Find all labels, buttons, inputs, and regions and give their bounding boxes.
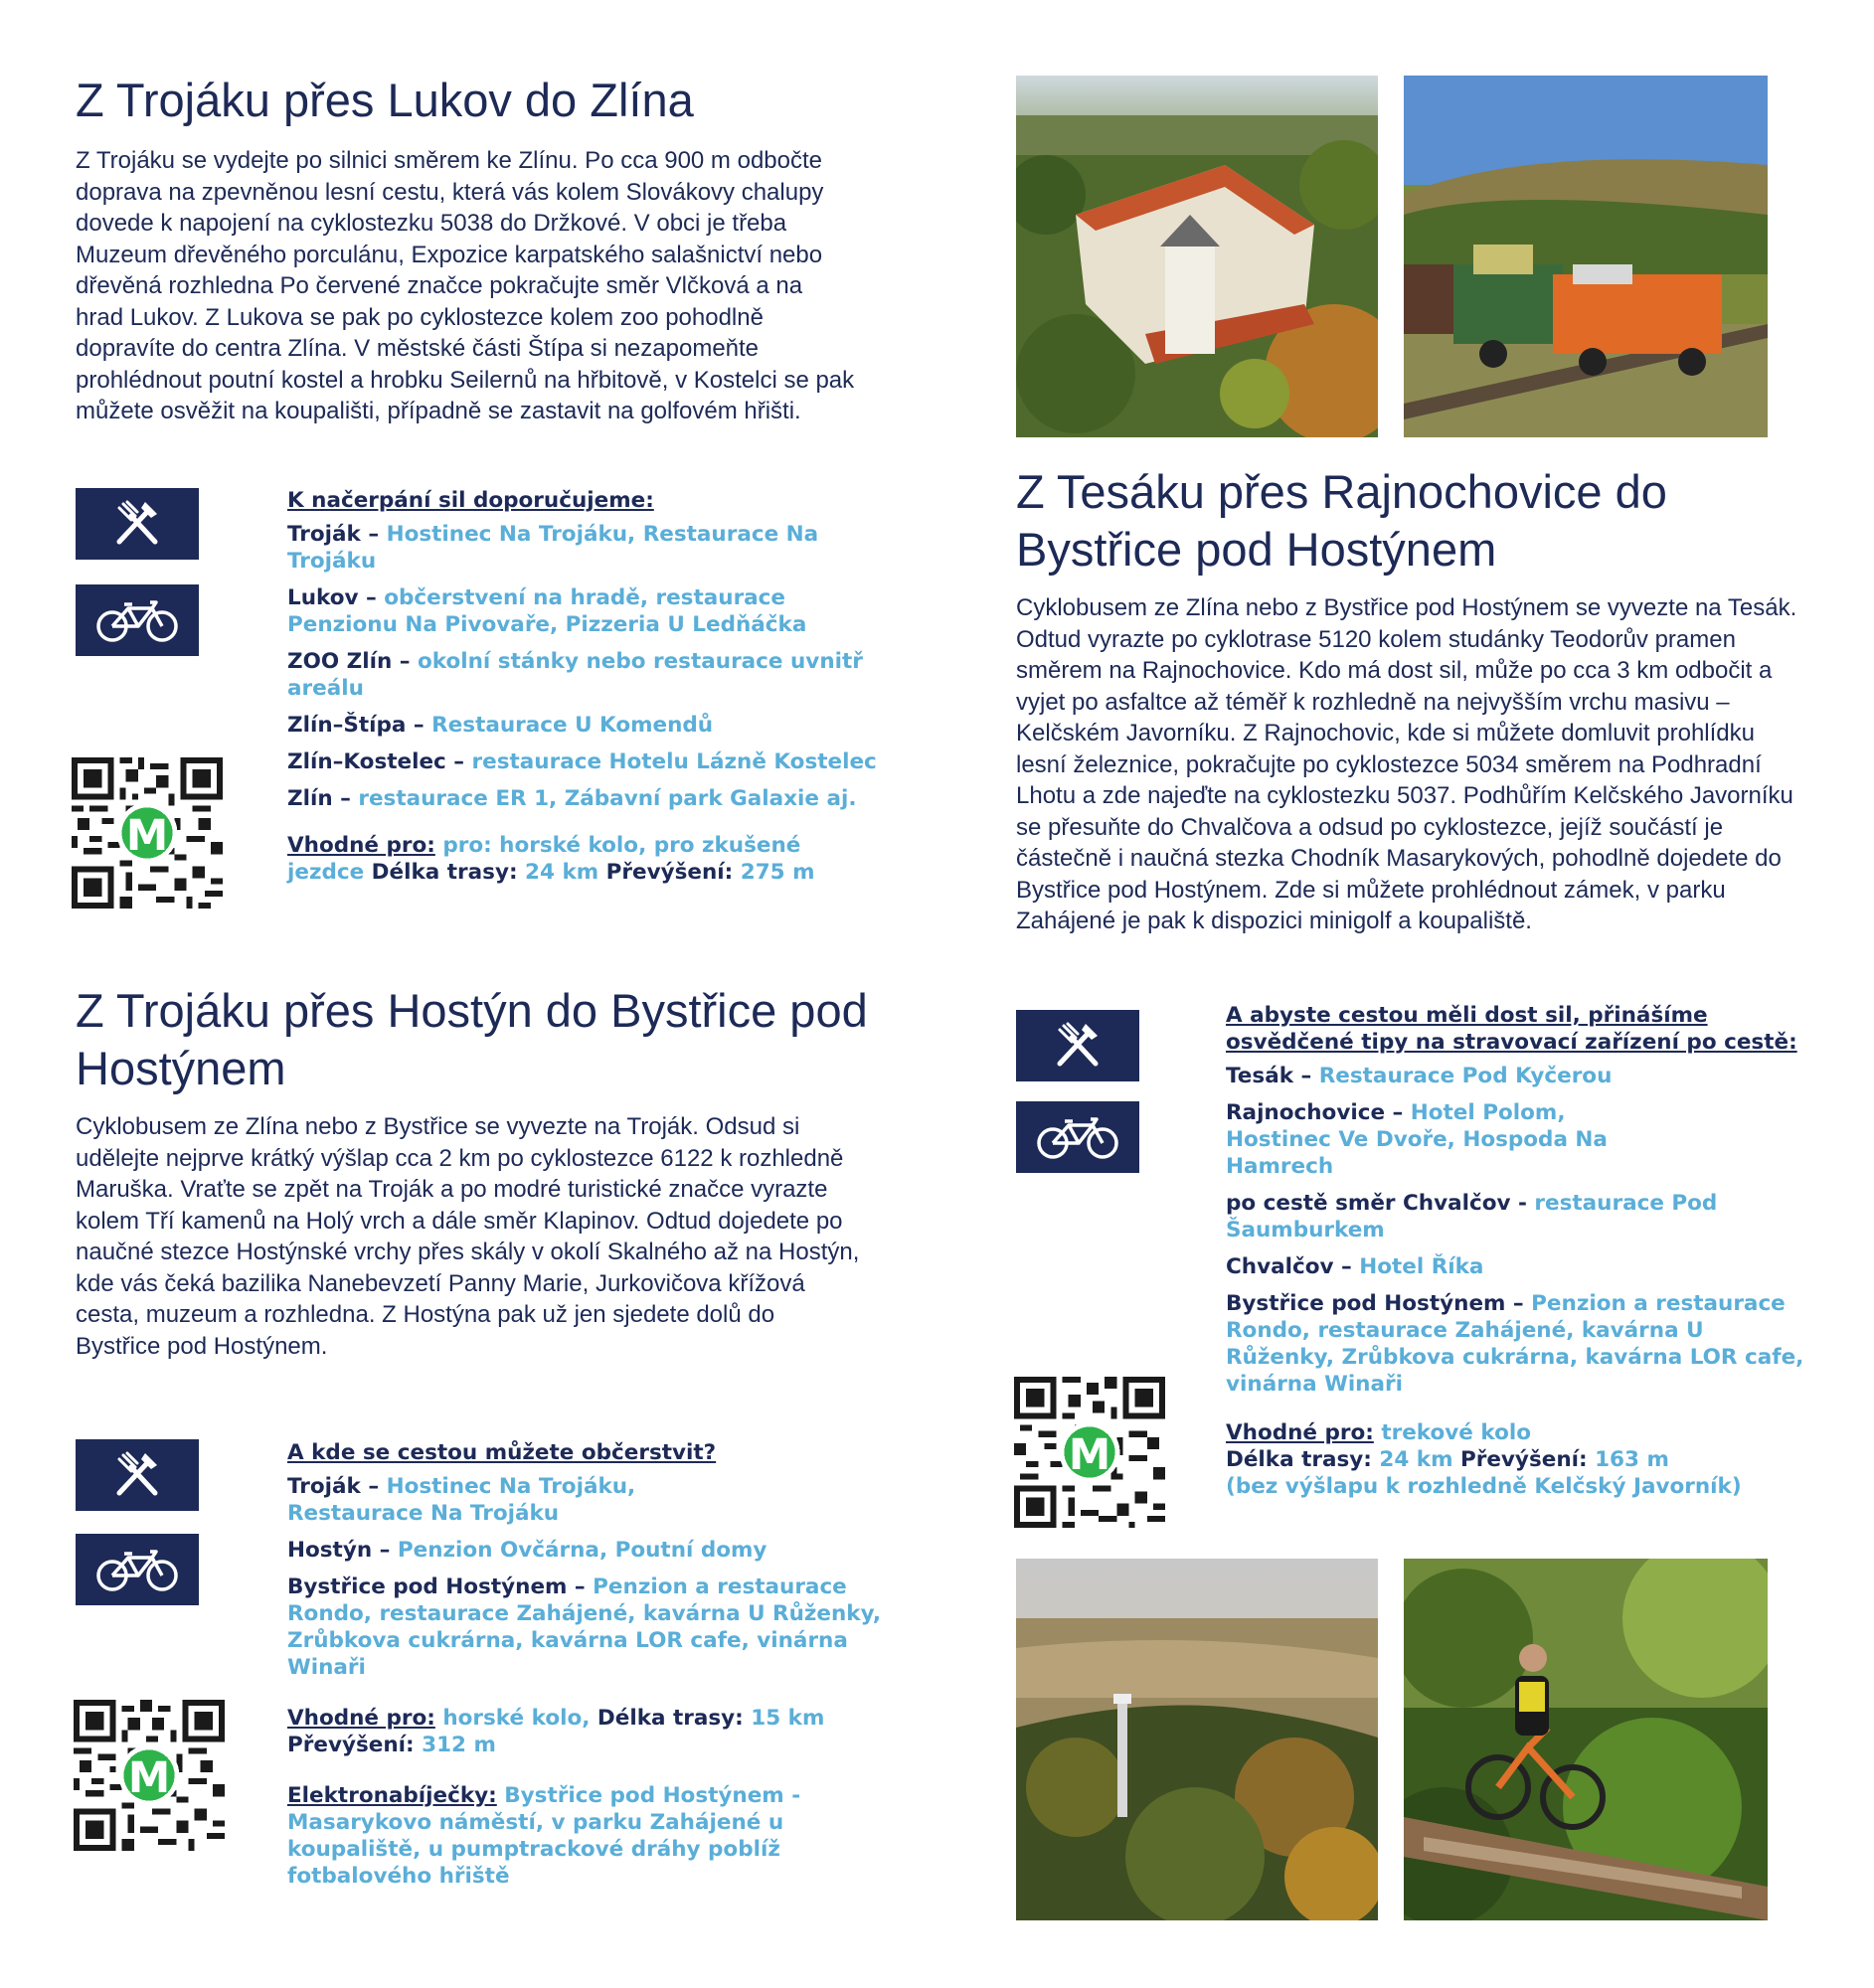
fork-knife-icon xyxy=(1050,1018,1106,1074)
section-tesak xyxy=(1016,463,1811,937)
bicycle-icon xyxy=(94,1546,180,1593)
list-item: Bystřice pod Hostýnem – Penzion a restaurace Rondo, restaurace Zahájené, kavárna U Růženky, Zrůbkova cukrárna, kavárna LOR cafe, vinárna Winaři xyxy=(1226,1291,1804,1397)
section-lukov xyxy=(76,72,871,427)
photo-forest-railway xyxy=(1404,76,1768,437)
photo-mountain-biker xyxy=(1404,1559,1768,1920)
list-item: Rajnochovice – Hotel Polom, Hostinec Ve Dvoře, Hospoda Na Hamrech xyxy=(1226,1100,1608,1179)
bicycle-icon xyxy=(94,596,180,644)
section-title: Z Trojáku přes Lukov do Zlína xyxy=(76,74,694,126)
fork-knife-icon xyxy=(109,496,165,552)
food-icon-box xyxy=(76,1439,199,1511)
list-item: po cestě směr Chvalčov - restaurace Pod Šaumburkem xyxy=(1226,1191,1718,1242)
photo-lukov-castle xyxy=(1016,76,1378,437)
list-item: Troják – Hostinec Na Trojáku, Restaurace Na Trojáku xyxy=(287,522,819,574)
tips-heading: A kde se cestou můžete občerstvit? xyxy=(287,1440,717,1465)
qr-code[interactable] xyxy=(74,1700,225,1851)
bike-icon-box xyxy=(76,584,199,656)
list-item: Lukov – občerstvení na hradě, restaurace Penzionu Na Pivovaře, Pizzeria U Ledňáčka xyxy=(287,585,807,637)
tips-heading: A abyste cestou měli dost sil, přinášíme osvědčené tipy na stravovací zařízení po cestě: xyxy=(1226,1003,1797,1055)
list-item: Zlín–Kostelec – restaurace Hotelu Lázně Kostelec xyxy=(287,749,877,774)
bicycle-icon xyxy=(1035,1113,1120,1161)
section-body: Cyklobusem ze Zlína nebo z Bystřice pod Hostýnem se vyvezte na Tesák. Odtud vyrazte po cyklotrase 5120 kolem studánky Teodorův pramen směrem na Rajnochovice. Kdo má dost sil, může po cca 3 km odbočit a vyjet po asfaltce až téměř k rozhledně na nejvyšším vrchu masivu – Kelčském Javorníku. Z Rajnochovic, kde si můžete domluvit prohlídku lesní železnice, pokračujte po cyklostezce 5034 směrem na Podhradní Lhotu a zde najeďte na cyklostezku 5037. Podhůřím Kelčského Javorníku se přesuňte do Chvalčova a odsud po cyklostezce, jejíž součástí je částečně i naučná stezka Chodník Masarykových, pohodlně dojedete do Bystřice pod Hostýnem. Zde si můžete prohlédnout zámek, v parku Zahájené je pak k dispozici minigolf a koupaliště. xyxy=(1016,594,1797,934)
list-item: Chvalčov – Hotel Říka xyxy=(1226,1254,1484,1279)
qr-badge: M xyxy=(127,1753,171,1804)
bike-icon-box xyxy=(1016,1101,1139,1173)
tips-list xyxy=(287,487,884,886)
food-icon-box xyxy=(76,488,199,560)
section-body: Z Trojáku se vydejte po silnici směrem ke Zlínu. Po cca 900 m odbočte doprava na zpevněnou lesní cestu, která vás kolem Slovákovy chalupy dovede k napojení na cyklostezku 5038 do Držkové. V obci je třeba Muzeum dřevěného porculánu, Expozice karpatského salašnictví nebo dřevěná rozhledna Po červené značce pokračujte směr Vlčková a na hrad Lukov. Z Lukova se pak po cyklostezce kolem zoo pohodlně dopravíte do centra Zlína. V městské části Štípa si nezapomeňte prohlédnout poutní kostel a hrobku Seilernů na hřbitově, v Kostelci se pak můžete osvěžit na koupališti, případně se zastavit na golfovém hřišti. xyxy=(76,147,855,424)
list-item: Zlín – restaurace ER 1, Zábavní park Galaxie aj. xyxy=(287,786,857,811)
qr-badge: M xyxy=(1068,1430,1111,1481)
list-item: Zlín–Štípa – Restaurace U Komendů xyxy=(287,713,714,738)
list-item: ZOO Zlín – okolní stánky nebo restaurace uvnitř areálu xyxy=(287,649,863,701)
photo-lookout-tower xyxy=(1016,1559,1378,1920)
list-item: Tesák – Restaurace Pod Kyčerou xyxy=(1226,1064,1613,1088)
route-info: Vhodné pro: trekové kolo Délka trasy: 24 km Převýšení: 163 m (bez výšlapu k rozhledně Kelčský Javorník) xyxy=(1226,1420,1742,1499)
section-title: Z Trojáku přes Hostýn do Bystřice pod Hostýnem xyxy=(76,984,868,1094)
route-info: Vhodné pro: pro: horské kolo, pro zkušené jezdce Délka trasy: 24 km Převýšení: 275 m xyxy=(287,833,815,885)
qr-code[interactable] xyxy=(1014,1377,1165,1528)
tips-heading: K načerpání sil doporučujeme: xyxy=(287,488,654,513)
qr-badge: M xyxy=(125,811,169,862)
tips-list xyxy=(1226,1002,1812,1500)
route-info: Vhodné pro: horské kolo, Délka trasy: 15 km Převýšení: 312 m xyxy=(287,1706,825,1757)
fork-knife-icon xyxy=(109,1447,165,1503)
list-item: Bystřice pod Hostýnem – Penzion a restaurace Rondo, restaurace Zahájené, kavárna U Růženky, Zrůbkova cukrárna, kavárna LOR cafe, vinárna Winaři xyxy=(287,1574,882,1680)
list-item: Hostýn – Penzion Ovčárna, Poutní domy xyxy=(287,1538,767,1563)
qr-code[interactable] xyxy=(72,757,223,909)
section-title: Z Tesáku přes Rajnochovice do Bystřice pod Hostýnem xyxy=(1016,465,1667,576)
food-icon-box xyxy=(1016,1010,1139,1081)
section-hostyn xyxy=(76,982,871,1362)
bike-icon-box xyxy=(76,1534,199,1605)
section-body: Cyklobusem ze Zlína nebo z Bystřice se vyvezte na Troják. Odsud si udělejte nejprve krátký výšlap cca 2 km po cyklostezce 6122 k rozhledně Maruška. Vraťte se zpět na Troják a po modré turistické značce vyrazte kolem Tří kamenů na Holý vrch a dále směr Klapinov. Odtud dojedete po naučné stezce Hostýnské vrchy přes skály v okolí Skalného až na Hostýn, kde vás čeká bazilika Nanebevzetí Panny Marie, Jurkovičova křížová cesta, muzeum a rozhledna. Z Hostýna pak už jen sjedete dolů do Bystřice pod Hostýnem. xyxy=(76,1113,860,1360)
ebike-charging-info: Elektronabíječky: Bystřice pod Hostýnem - Masarykovo náměstí, v parku Zahájené u koupaliště, u pumptrackové dráhy poblíž fotbalového hřiště xyxy=(287,1783,801,1889)
list-item: Troják – Hostinec Na Trojáku, Restaurace Na Trojáku xyxy=(287,1474,636,1526)
tips-list xyxy=(287,1439,894,1890)
